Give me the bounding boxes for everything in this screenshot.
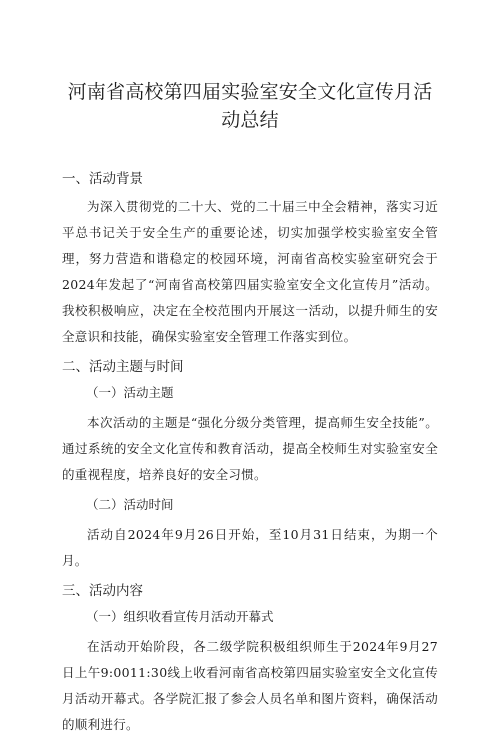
subsection-paragraph: 本次活动的主题是“强化分级分类管理，提高师生安全技能”。通过系统的安全文化宣传和教育活动，提高全校师生对实验室安全的重视程度，培养良好的安全习惯。 [62,415,438,482]
subsection-heading: （一）活动主题 [86,385,174,400]
section-theme-time [62,356,438,574]
section-paragraph: 为深入贯彻党的二十大、党的二十届三中全会精神，落实习近平总书记关于安全生产的重要论述，切实加强学校实验室安全管理，努力营造和谐稳定的校园环境，河南省高校实验室研究会于2024年发起了“河南省高校第四届实验室安全文化宣传月”活动。我校积极响应，决定在全校范围内开展这一活动，以提升师生的安全意识和技能，确保实验室安全管理工作落实到位。 [62,199,438,344]
subsection-heading: （一）组织收看宣传月活动开幕式 [86,609,274,624]
subsection-paragraph: 在活动开始阶段，各二级学院积极组织师生于2024年9月27日上午9:0011:30线上收看河南省高校第四届实验室安全文化宣传月活动开幕式。各学院汇报了参会人员名单和图片资料，确保活动的顺利进行。 [62,639,438,732]
section-content [62,580,438,738]
section-heading: 三、活动内容 [62,583,143,599]
section-heading: 一、活动背景 [62,171,143,187]
section-background [62,168,438,350]
section-heading: 二、活动主题与时间 [62,359,184,375]
subsection-paragraph: 活动自2024年9月26日开始，至10月31日结束，为期一个月。 [62,527,438,568]
subsection-heading: （二）活动时间 [86,497,174,512]
document-title: 河南省高校第四届实验室安全文化宣传月活动总结 [67,81,433,131]
